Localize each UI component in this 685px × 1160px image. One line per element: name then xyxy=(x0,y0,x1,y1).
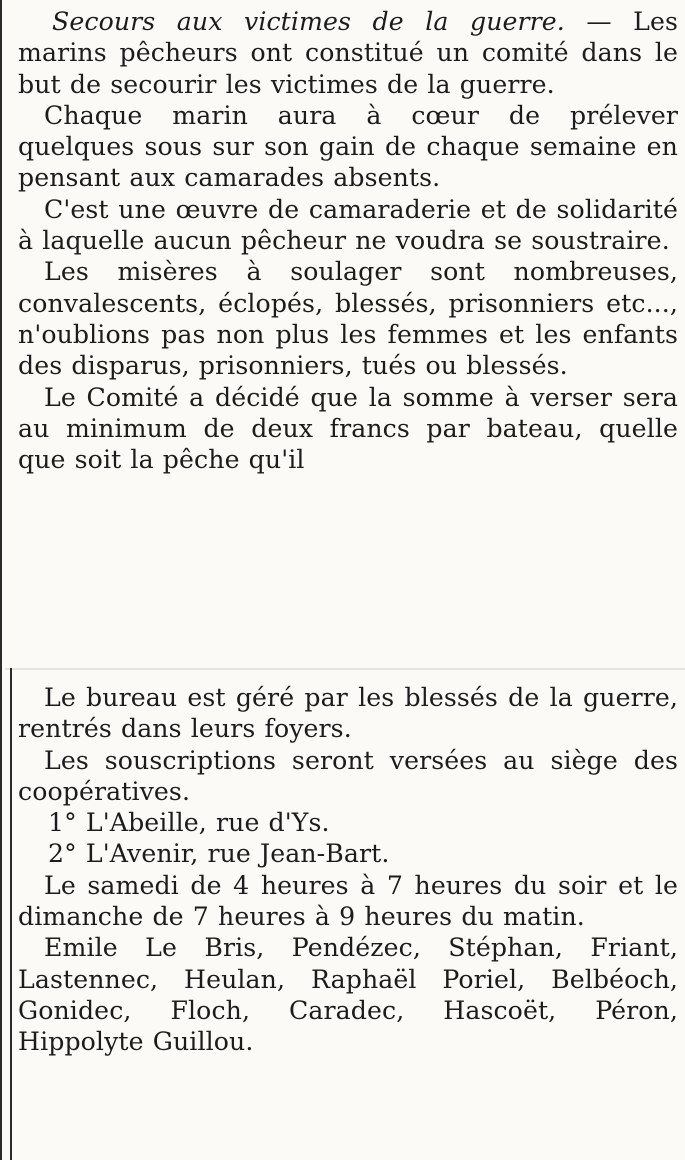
cooperative-item-2: 2° L'Avenir, rue Jean-Bart. xyxy=(48,839,390,869)
article-column-bottom xyxy=(18,682,678,1058)
paragraph-4: Les misères à soulager sont nombreuses, convalescents, éclopés, blessés, prisonniers etc..., n'oublions pas non plus les femmes et les enfants des disparus, prisonniers, tués ou blessés. xyxy=(18,257,678,381)
paragraph-hours: Le samedi de 4 heures à 7 heures du soir et le dimanche de 7 heures à 9 heures du matin. xyxy=(18,870,678,932)
title-dash: — xyxy=(564,7,634,36)
left-rule-mask xyxy=(2,668,5,1160)
paragraph-7: Les souscriptions seront versées au siège des coopératives. xyxy=(18,745,678,806)
left-rule-lower xyxy=(10,668,12,1160)
paragraph-6: Le bureau est géré par les blessés de la guerre, rentrés dans leurs foyers. xyxy=(18,683,678,744)
cooperative-item-1: 1° L'Abeille, rue d'Ys. xyxy=(48,808,330,838)
title-paragraph xyxy=(18,6,678,100)
clipping-cut-line xyxy=(2,668,685,670)
article-column-top xyxy=(18,6,678,475)
paragraph-3: C'est une œuvre de camaraderie et de solidarité à laquelle aucun pêcheur ne voudra se soustraire. xyxy=(18,194,678,256)
paragraph-1: Les marins pêcheurs ont constitué un comité dans le but de secourir les victimes de la guerre. xyxy=(18,7,678,99)
article-title: Secours aux victimes de la guerre. xyxy=(52,7,565,36)
paragraph-2: Chaque marin aura à cœur de prélever quelques sous sur son gain de chaque semaine en pensant aux camarades absents. xyxy=(18,100,678,193)
paragraph-5: Le Comité a décidé que la somme à verser sera au minimum de deux francs par bateau, quelle que soit la pêche qu'il xyxy=(18,382,678,475)
paragraph-signatories: Emile Le Bris, Pendézec, Stéphan, Friant, Lastennec, Heulan, Raphaël Poriel, Belbéoch, Gonidec, Floch, Caradec, Hascoët, Péron, Hippolyte Guillou. xyxy=(18,933,678,1057)
